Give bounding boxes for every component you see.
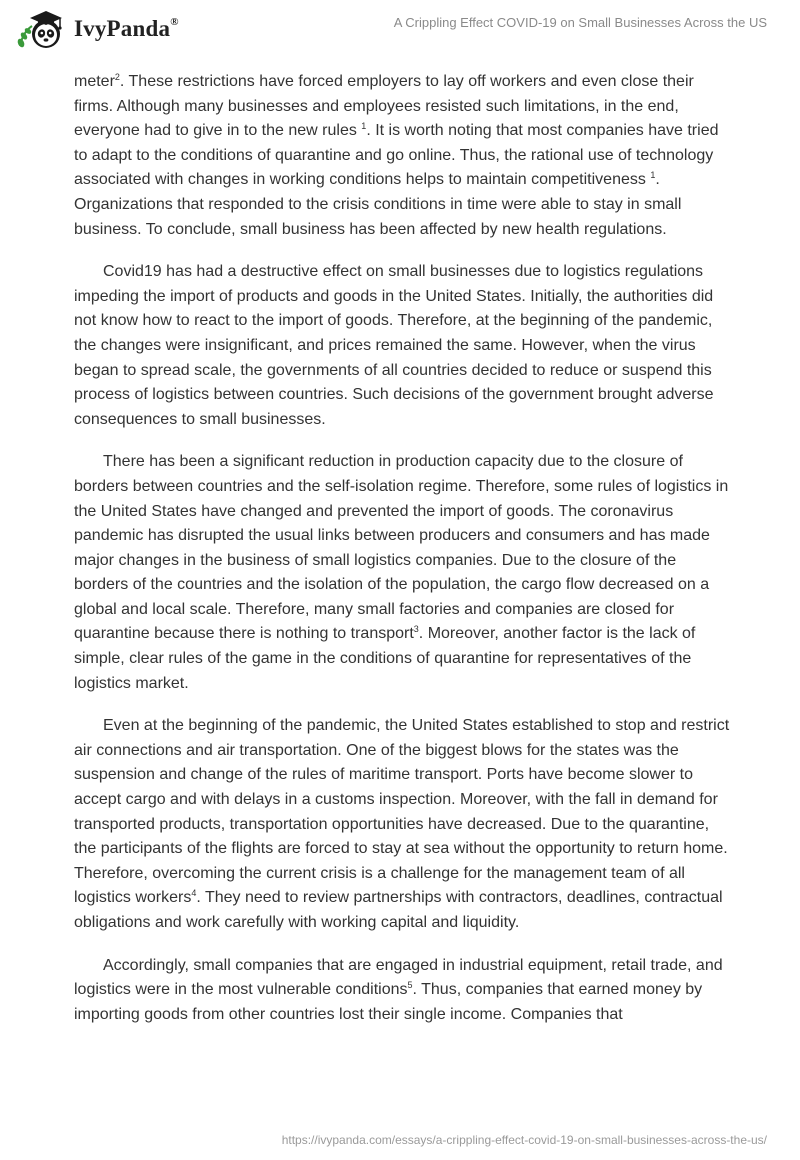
paragraph — [74, 260, 734, 432]
essay-body — [74, 70, 734, 1045]
source-url[interactable]: https://ivypanda.com/essays/a-crippling-effect-covid-19-on-small-businesses-across-the-us/ — [281, 1133, 767, 1147]
footnote-ref: 3 — [413, 624, 419, 635]
footnote-ref: 2 — [114, 72, 120, 82]
text-run: Even at the beginning of the pandemic, the United States established to stop and restrict air connections and air transportation. One of the biggest blows for the states was the suspension and change of the rules of maritime transport. Ports have become slower to accept cargo and with delays in a customs inspection. Moreover, with the fall in demand for transported products, transportation opportunities have decreased. Due to the quarantine, the participants of the flights are forced to stay at sea without the opportunity to return home. Therefore, overcoming the current crisis is a challenge for the management team of all logistics workers — [74, 717, 730, 907]
text-run: . They need to review partnerships with contractors, deadlines, contractual obligations and work carefully with working capital and liquidity. — [74, 889, 723, 931]
footnote-ref: 5 — [407, 980, 413, 991]
footnote-ref: 4 — [191, 888, 197, 899]
text-run: Accordingly, small companies that are engaged in industrial equipment, retail trade, and logistics were in the most vulnerable conditions — [74, 956, 723, 999]
footnote-ref: 1 — [650, 170, 656, 181]
document-title: A Crippling Effect COVID-19 on Small Businesses Across the US — [393, 15, 767, 30]
panda-graduate-icon — [16, 6, 66, 52]
page-header — [0, 0, 800, 64]
text-run: There has been a significant reduction in production capacity due to the closure of borders between countries and the self-isolation regime. Therefore, some rules of logistics in the United States have changed and prevented the import of goods. The coronavirus pandemic has disrupted the usual links between producers and consumers and has made major changes in the business of small logistics companies. Due to the closure of the borders of the countries and the isolation of the population, the cargo flow decreased on a global and local scale. Therefore, many small factories and companies are closed for quarantine because there is nothing to transport — [74, 453, 729, 643]
text-run: . Thus, companies that earned money by importing goods from other countries lost their single income. Companies that — [74, 981, 703, 1023]
text-run: . Moreover, another factor is the lack of simple, clear rules of the game in the conditions of quarantine for representatives of the logistics market. — [74, 625, 696, 692]
text-run: . It is worth noting that most companies have tried to adapt to the conditions of quarantine and go online. Thus, the rational use of technology associated with changes in working conditions helps to maintain competitiveness — [74, 122, 719, 189]
paragraph — [74, 954, 734, 1028]
paragraph — [74, 450, 734, 696]
text-run: Covid19 has had a destructive effect on small businesses due to logistics regulations impeding the import of products and goods in the United States. Initially, the authorities did not know how to react to the import of goods. Therefore, at the beginning of the pandemic, the changes were insignificant, and prices remained the same. However, when the virus began to spread scale, the governments of all countries decided to reduce or suspend this process of logistics between countries. Such decisions of the government brought adverse consequences to small businesses. — [74, 263, 714, 428]
paragraph — [74, 714, 734, 935]
text-run: . Organizations that responded to the crisis conditions in time were able to stay in small business. To conclude, small business has been affected by new health regulations. — [74, 171, 682, 238]
text-run: meter — [74, 73, 115, 90]
ivypanda-logo[interactable] — [16, 6, 179, 52]
brand-text: IvyPanda — [74, 16, 171, 41]
brand-name — [74, 16, 179, 42]
paragraph — [74, 70, 734, 242]
text-run: . These restrictions have forced employers to lay off workers and even close their firms. Although many businesses and employees resisted such limitations, in the end, everyone had to give in to the new rules — [74, 73, 694, 140]
registered-mark: ® — [170, 16, 179, 29]
footnote-ref: 1 — [361, 121, 367, 132]
